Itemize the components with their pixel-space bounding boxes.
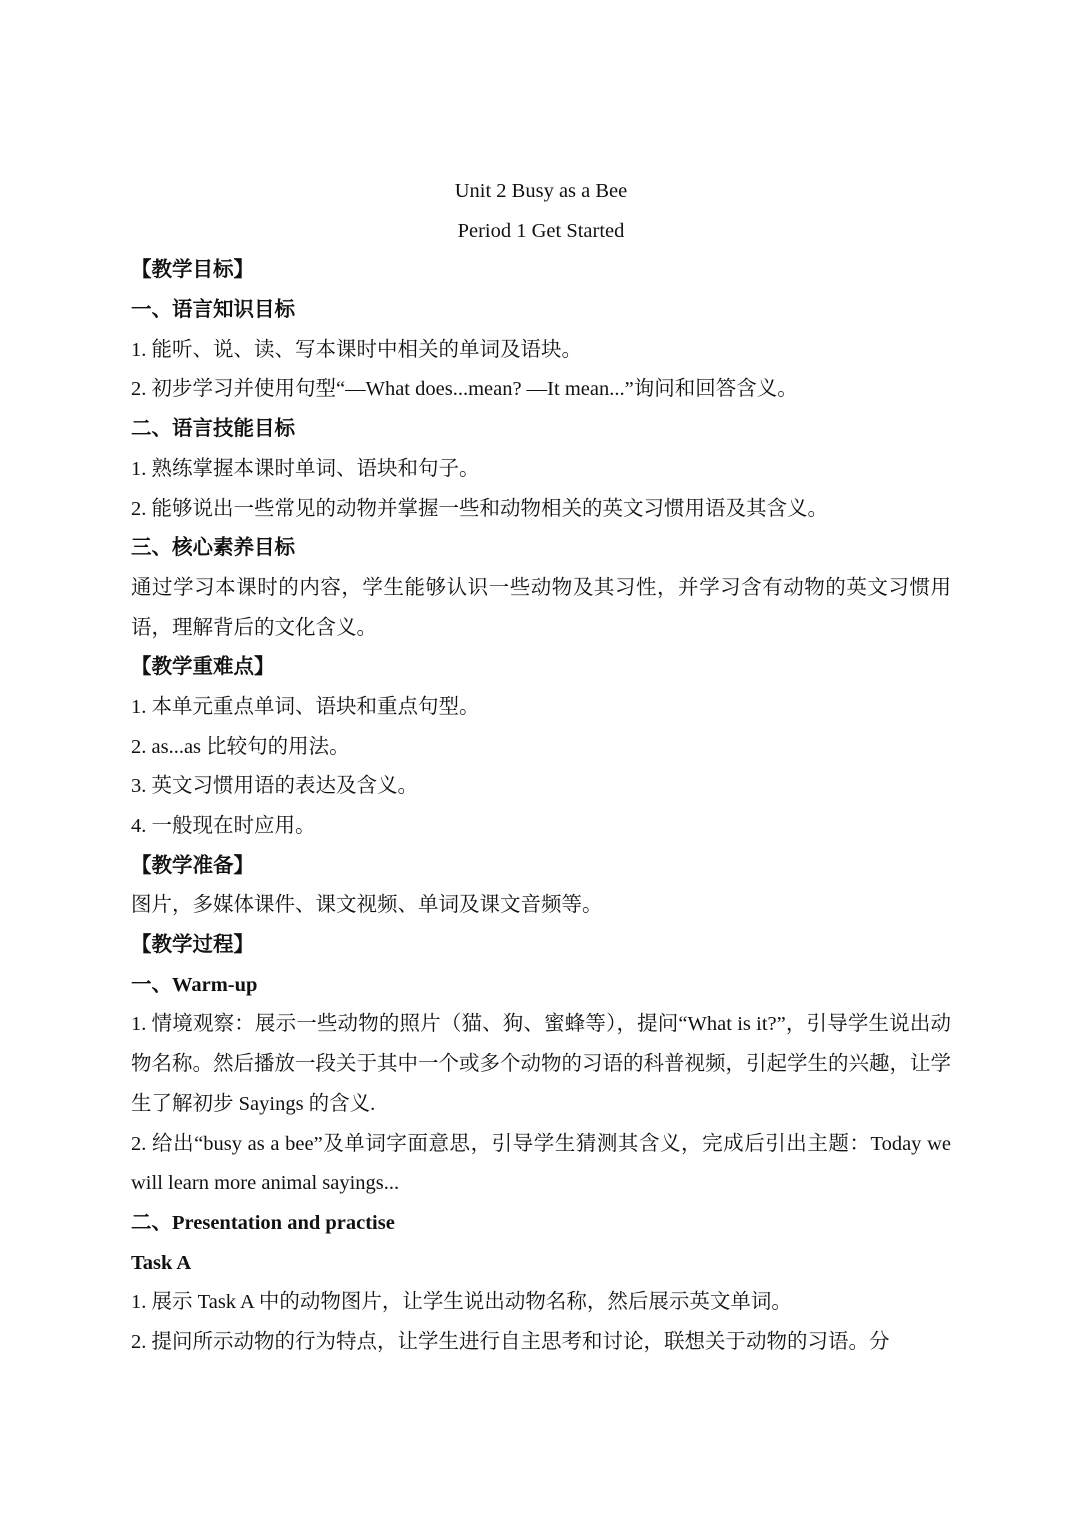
process-heading: 【教学过程】	[131, 934, 254, 957]
preparation-text: 图片，多媒体课件、课文视频、单词及课文音频等。	[131, 894, 603, 917]
lang-knowledge-item: 2. 初步学习并使用句型“—What does...mean? —It mean...”询问和回答含义。	[131, 378, 798, 401]
document-title: Unit 2 Busy as a Bee	[454, 180, 628, 202]
key-point-item: 2. as...as 比较句的用法。	[131, 735, 350, 758]
key-point-item: 3. 英文习惯用语的表达及含义。	[131, 775, 418, 798]
presentation-heading: 二、Presentation and practise	[131, 1211, 395, 1234]
lang-knowledge-item: 1. 能听、说、读、写本课时中相关的单词及语块。	[131, 338, 582, 361]
preparation-heading: 【教学准备】	[131, 854, 254, 877]
lang-skills-heading: 二、语言技能目标	[131, 418, 295, 441]
lang-knowledge-heading: 一、语言知识目标	[131, 299, 295, 322]
warmup-item-1: 1. 情境观察：展示一些动物的照片（猫、狗、蜜蜂等），提问“What is it?”，引导学生说出动物名称。然后播放一段关于其中一个或多个动物的习语的科普视频，引起学生的兴趣，让学生了解初步 Sayings 的含义.	[131, 1013, 951, 1115]
task-a-item-2: 2. 提问所示动物的行为特点，让学生进行自主思考和讨论，联想关于动物的习语。分	[131, 1331, 890, 1354]
document-subtitle: Period 1 Get Started	[457, 219, 625, 242]
task-a-heading: Task A	[131, 1251, 192, 1274]
task-a-item-1: 1. 展示 Task A 中的动物图片，让学生说出动物名称，然后展示英文单词。	[131, 1291, 792, 1314]
lang-skills-item: 1. 熟练掌握本课时单词、语块和句子。	[131, 457, 480, 480]
core-literacy-heading: 三、核心素养目标	[131, 537, 295, 560]
objectives-heading: 【教学目标】	[131, 259, 254, 282]
key-point-item: 1. 本单元重点单词、语块和重点句型。	[131, 695, 480, 718]
document-body	[131, 172, 951, 1363]
key-points-heading: 【教学重难点】	[131, 656, 275, 679]
warmup-heading: 一、Warm-up	[131, 973, 258, 996]
key-point-item: 4. 一般现在时应用。	[131, 815, 316, 838]
warmup-item-2: 2. 给出“busy as a bee”及单词字面意思，引导学生猜测其含义，完成后引出主题：Today we will learn more animal sayings...	[131, 1132, 951, 1195]
lang-skills-item: 2. 能够说出一些常见的动物并掌握一些和动物相关的英文习惯用语及其含义。	[131, 497, 828, 520]
core-literacy-text: 通过学习本课时的内容，学生能够认识一些动物及其习性，并学习含有动物的英文习惯用语，理解背后的文化含义。	[131, 576, 951, 639]
